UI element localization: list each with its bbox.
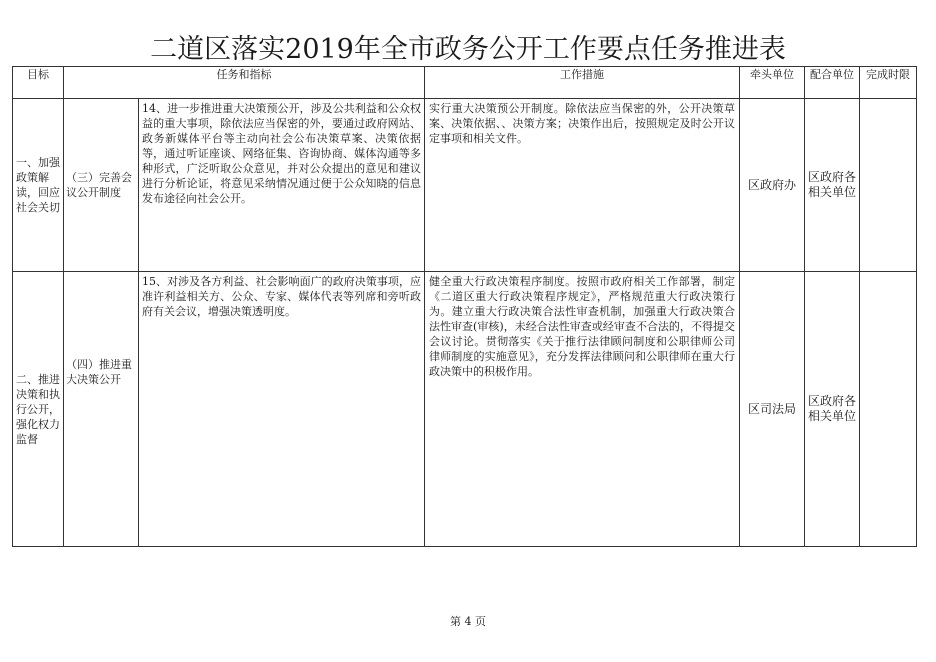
subtask-cell: （三）完善会议公开制度 bbox=[64, 99, 139, 272]
lead-cell: 区司法局 bbox=[740, 272, 805, 547]
task-table bbox=[12, 66, 917, 547]
table-header-row bbox=[13, 67, 917, 99]
goal-cell: 一、加强政策解读，回应社会关切 bbox=[13, 99, 64, 272]
measure-cell: 健全重大行政决策程序制度。按照市政府相关工作部署，制定《二道区重大行政决策程序规定》，严格规范重大行政决策行为。建立重大行政决策合法性审查机制，加强重大行政决策合法性审查(审核)，未经合法性审查或经审查不合法的，不得提交会议讨论。贯彻落实《关于推行法律顾问制度和公职律师公司律师制度的实施意见》，充分发挥法律顾问和公职律师在重大行政决策中的积极作用。 bbox=[425, 272, 740, 547]
cooperate-cell: 区政府各相关单位 bbox=[805, 99, 860, 272]
header-measure: 工作措施 bbox=[425, 67, 740, 99]
measure-cell: 实行重大决策预公开制度。除依法应当保密的外，公开决策草案、决策依据、、决策方案；决策作出后，按照规定及时公开议定事项和相关文件。 bbox=[425, 99, 740, 272]
header-deadline: 完成时限 bbox=[860, 67, 917, 99]
table-row bbox=[13, 272, 917, 547]
page-number: 第 4 页 bbox=[450, 615, 486, 628]
cooperate-cell: 区政府各相关单位 bbox=[805, 272, 860, 547]
task-cell: 14、进一步推进重大决策预公开，涉及公共利益和公众权益的重大事项，除依法应当保密的外，要通过政府网站、政务新媒体平台等主动向社会公布决策草案、决策依据等，通过听证座谈、网络征集、咨询协商、媒体沟通等多种形式，广泛听取公众意见，并对公众提出的意见和建议进行分析论证，将意见采纳情况通过便于公众知晓的信息发布途径向社会公开。 bbox=[139, 99, 425, 272]
goal-cell: 二、推进决策和执行公开，强化权力监督 bbox=[13, 272, 64, 547]
lead-cell: 区政府办 bbox=[740, 99, 805, 272]
subtask-cell: （四）推进重大决策公开 bbox=[64, 272, 139, 547]
page-title: 二道区落实2019年全市政务公开工作要点任务推进表 bbox=[150, 34, 786, 65]
task-cell: 15、对涉及各方利益、社会影响面广的政府决策事项，应准许利益相关方、公众、专家、媒体代表等列席和旁听政府有关会议，增强决策透明度。 bbox=[139, 272, 425, 547]
deadline-cell bbox=[860, 272, 917, 547]
header-task: 任务和指标 bbox=[64, 67, 425, 99]
deadline-cell bbox=[860, 99, 917, 272]
table-row bbox=[13, 99, 917, 272]
header-lead: 牵头单位 bbox=[740, 67, 805, 99]
header-cooperate: 配合单位 bbox=[805, 67, 860, 99]
header-goal: 目标 bbox=[13, 67, 64, 99]
